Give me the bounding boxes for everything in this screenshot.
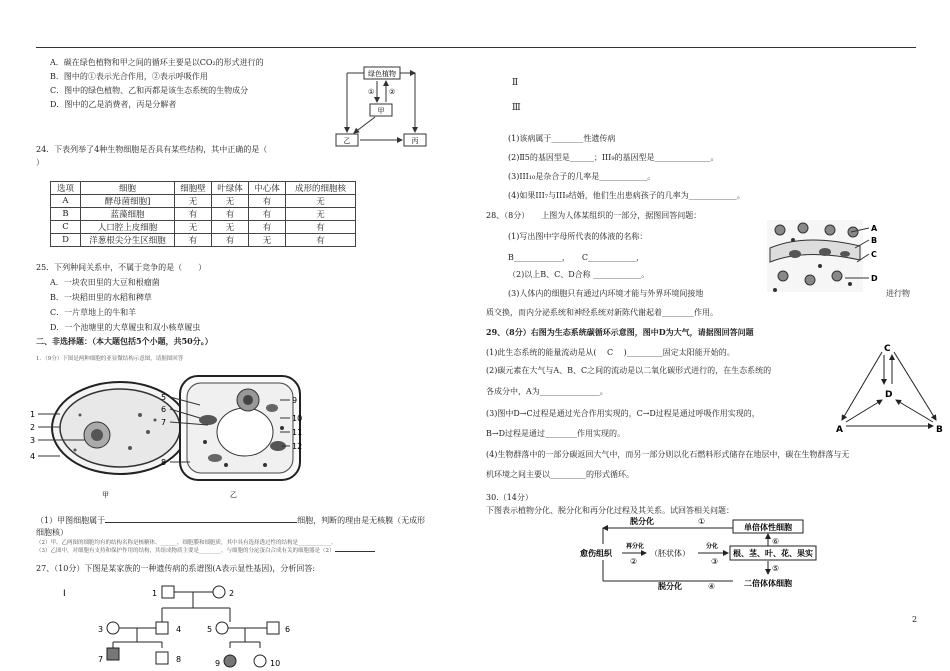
bing-label: 丙 (411, 137, 419, 145)
caption-yi: 乙 (230, 491, 237, 499)
q29-q4a: (4)生物群落中的一部分碳返回大气中，而另一部分则以化石燃料形式储存在地层中，碳在生物群落与无 (486, 450, 850, 459)
top-dediff-label: 脱分化 (630, 517, 654, 526)
q24-stem: 24．下表列举了4种生物细胞是否具有某些结构，其中正确的是（ (36, 145, 268, 154)
section-2-heading: 二、非选择题：（本大题包括5个小题，共50分。） (36, 336, 213, 346)
q26-line2: 细胞核） (36, 528, 68, 537)
cell-label: 10 (292, 414, 303, 423)
arrow-num-2: ② (389, 88, 396, 96)
table-cell: 有 (249, 208, 286, 221)
bottom-dediff-label: 脱分化 (658, 582, 682, 591)
diploid-label: 二倍体体细胞 (744, 579, 792, 588)
carbon-cycle-triangle (832, 340, 947, 436)
table-cell: 有 (249, 221, 286, 234)
cell-label: 4 (30, 452, 36, 461)
table-header: 细胞 (81, 182, 175, 195)
table-cell: 无 (286, 208, 356, 221)
q25-stem: 25．下列种间关系中，不属于竞争的是（ ） (36, 263, 207, 272)
q26-line1: （1）甲图细胞属于 细胞，判断的理由是无核膜（无成形 (36, 516, 426, 525)
q29-q1: (1)此生态系统的能量流动是从( C )_________固定太阳能开始的。 (486, 348, 735, 357)
q29-q2a: (2)碳元素在大气与A、B、C之间的流动是以二氧化碳形式进行的，在生态系统的 (486, 366, 772, 375)
q26-small-1: （2）甲、乙两图的细胞均有的结构名称是核糖体、______，细胞膜和细胞质，其中具有选择透过性的结构是____________。 (36, 540, 337, 546)
q24-stem-end: ） (36, 158, 44, 167)
q23-carbon-diagram (330, 62, 450, 152)
q27-q4: (4)如果III₇与III₉结婚，他们生出患病孩子的几率为____________。 (508, 191, 745, 200)
tissue-label: D (871, 274, 878, 283)
cell-label: 1 (30, 410, 36, 419)
table-header: 成形的细胞核 (286, 182, 356, 195)
yi-label: 乙 (343, 137, 351, 145)
table-cell: 无 (249, 234, 286, 247)
q28-line4: (3)人体内的细胞只有通过内环境才能与外界环境间接地 (508, 289, 704, 298)
node-d: D (885, 390, 893, 400)
table-cell: 有 (286, 234, 356, 247)
arrow-num-1: ① (368, 88, 375, 96)
table-header-row (51, 182, 356, 195)
q27-q2: (2)Ⅱ5的基因型是______；III₉的基因型是______________。 (508, 153, 719, 162)
table-cell: 洋葱根尖分生区细胞 (81, 234, 175, 247)
plant-label: 绿色植物 (368, 70, 396, 78)
ped-num: 1 (152, 589, 158, 598)
table-cell: 无 (175, 221, 212, 234)
cell-label: 5 (161, 393, 167, 402)
dif-label: 分化 (706, 543, 719, 550)
female-unaffected (107, 622, 119, 634)
answer-blank (335, 551, 375, 552)
tissue-label: A (871, 224, 878, 233)
ped-num: 5 (207, 625, 213, 634)
q26-tiny-header: 1．（9分）下图是两种细胞的亚显微结构示意图，请据图回答 (36, 356, 184, 362)
diag-num-3: ③ (711, 557, 719, 566)
caption-jia: 甲 (102, 491, 109, 499)
jia-label: 甲 (377, 107, 385, 115)
cell-label: 12 (292, 442, 303, 451)
cell-label: 9 (292, 396, 298, 405)
redif-label: 再分化 (626, 543, 645, 550)
generation-label: Ⅰ (63, 589, 66, 599)
table-header: 中心体 (249, 182, 286, 195)
table-cell: 无 (286, 195, 356, 208)
pedigree-chart (55, 582, 355, 670)
diag-num-4: ④ (708, 582, 716, 591)
male-unaffected (267, 622, 279, 634)
diag-num-1: ① (698, 517, 706, 526)
q27-q3: (3)III₁₀是杂合子的几率是____________。 (508, 172, 656, 181)
node-b: B (936, 425, 943, 435)
cell-label: 7 (161, 418, 167, 427)
page-number: 2 (912, 615, 918, 624)
table-header: 选项 (51, 182, 81, 195)
top-rule (36, 47, 916, 48)
tissue-label: B (871, 236, 878, 245)
ped-num: 2 (229, 589, 235, 598)
tissue-label: C (871, 250, 877, 259)
female-unaffected (254, 655, 266, 667)
table-header: 细胞壁 (175, 182, 212, 195)
node-a: A (836, 425, 843, 435)
table-cell: 有 (212, 234, 249, 247)
q28-line2: B____________， C____________， (508, 253, 644, 262)
callus-label: 愈伤组织 (580, 549, 612, 558)
cell-label: 6 (161, 405, 167, 414)
table-cell: B (51, 208, 81, 221)
q25-option-b: B．一块稻田里的水稻和稗草 (50, 293, 152, 302)
q25-option-d: D．一个池塘里的大草履虫和双小核草履虫 (50, 323, 201, 332)
tissue-diagram (765, 218, 885, 298)
cell-label: 11 (292, 428, 303, 437)
table-cell: 蓝藻细胞 (81, 208, 175, 221)
cell-label: 3 (30, 436, 36, 445)
table-cell: 有 (212, 208, 249, 221)
node-c: C (884, 344, 891, 354)
table-row (51, 234, 356, 247)
cell-jia (52, 382, 188, 474)
q28-line4-end: 进行物 (886, 289, 910, 298)
table-cell: 无 (212, 195, 249, 208)
female-unaffected (213, 586, 225, 598)
cell-label: 8 (161, 458, 167, 467)
answer-blank (105, 522, 297, 523)
q23-option-b: B．图中的①表示光合作用，②表示呼吸作用 (50, 72, 208, 81)
q29-q2b: 各成分中，A为_______________。 (486, 387, 608, 396)
q29-q4b: 机环境之间主要以_________的形式循环。 (486, 470, 634, 479)
diag-num-5: ⑤ (772, 564, 780, 573)
q28-line3: （2)以上B、C、D合称 ____________。 (508, 270, 650, 279)
table-cell: 酵母菌细胞] (81, 195, 175, 208)
diag-num-6: ⑥ (772, 537, 780, 546)
organs-label: 根、茎、叶、花、果实 (733, 549, 813, 558)
ped-num: 4 (176, 625, 182, 634)
q26-small-2: （3）乙图中，对细胞有支持和保护作用的结构，其组成物质主要是________。与细胞的分泌蛋白合成有关的细胞器是（2） (36, 547, 375, 555)
male-affected (107, 648, 119, 660)
male-unaffected (162, 586, 174, 598)
q23-option-a: A．碳在绿色植物和甲之间的循环主要是以CO₂的形式进行的 (50, 58, 264, 67)
q25-option-a: A．一块农田里的大豆和根瘤菌 (50, 278, 160, 287)
male-unaffected (156, 652, 168, 664)
ped-num: 7 (98, 655, 104, 664)
q30-intro: 下图表示植物分化、脱分化和再分化过程及其关系。试回答相关问题： (486, 506, 734, 515)
ped-num: 6 (285, 625, 291, 634)
q23-option-d: D．图中的乙是消费者，丙是分解者 (50, 100, 177, 109)
q29-stem: 29、（8分）右图为生态系统碳循环示意图，图中D为大气，请据图回答问题 (486, 327, 754, 337)
differentiation-diagram (578, 514, 838, 594)
female-unaffected (216, 622, 228, 634)
cell-yi (180, 376, 303, 480)
table-cell: 无 (175, 195, 212, 208)
table-cell: 有 (175, 208, 212, 221)
table-cell: 有 (286, 221, 356, 234)
q29-q3a: (3)图中D→C过程是通过光合作用实现的，C→D过程是通过呼吸作用实现的， (486, 409, 760, 418)
table-cell: 人口腔上皮细胞 (81, 221, 175, 234)
generation-label-2: Ⅱ (512, 78, 519, 88)
haploid-label: 单倍体性细胞 (744, 523, 792, 532)
ped-num: 3 (98, 625, 104, 634)
embryo-label: （胚状体） (650, 549, 690, 558)
ped-num: 10 (270, 659, 281, 668)
q24-table (50, 181, 356, 247)
table-cell: C (51, 221, 81, 234)
cell-label: 2 (30, 423, 36, 432)
male-unaffected (156, 622, 168, 634)
q27-stem: 27、（10分）下图是某家族的一种遗传病的系谱图(A表示显性基因)，分析回答: (36, 564, 316, 573)
table-cell: 无 (212, 221, 249, 234)
table-row (51, 195, 356, 208)
table-row (51, 221, 356, 234)
q28-line1: (1)写出图中字母所代表的体液的名称： (508, 232, 648, 241)
table-row (51, 208, 356, 221)
table-cell: A (51, 195, 81, 208)
table-cell: D (51, 234, 81, 247)
table-cell: 有 (175, 234, 212, 247)
diag-num-2: ② (630, 557, 638, 566)
q28-line5: 质交换，而内分泌系统和神经系统对新陈代谢起着________作用。 (486, 308, 718, 317)
q30-stem: 30.（14分） (486, 493, 533, 502)
generation-label-3: Ⅲ (512, 103, 521, 113)
ped-num: 8 (176, 655, 182, 664)
q23-option-c: C．图中的绿色植物、乙和丙都是该生态系统的生物成分 (50, 86, 249, 95)
q27-q1: (1)该病属于________性遗传病 (508, 134, 616, 143)
ped-num: 9 (215, 659, 221, 668)
q28-stem: 28、（8分） 上图为人体某组织的一部分，据图回答问题： (486, 211, 702, 220)
female-affected (224, 655, 236, 667)
q25-option-c: C．一片草地上的牛和羊 (50, 308, 137, 317)
q29-q3b: B→D过程是通过________作用实现的。 (486, 429, 625, 438)
table-header: 叶绿体 (212, 182, 249, 195)
table-cell: 有 (249, 195, 286, 208)
cell-diagrams (30, 370, 320, 505)
